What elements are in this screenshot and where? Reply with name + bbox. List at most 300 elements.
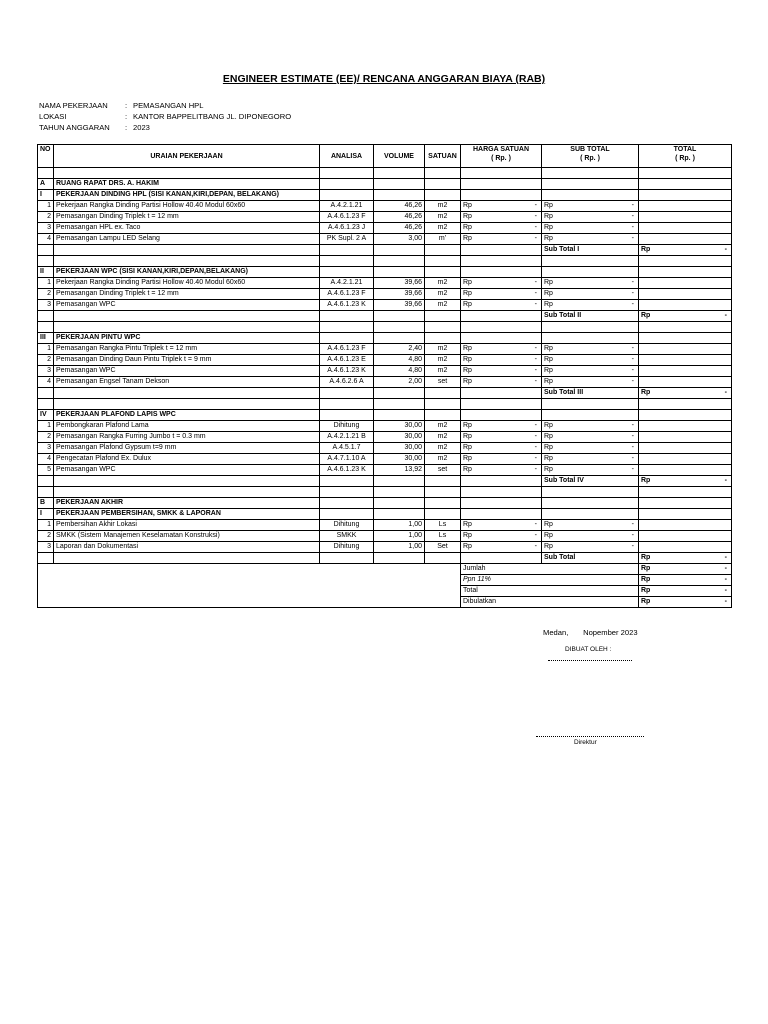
made-by-label: DIBUAT OLEH :: [565, 646, 612, 653]
currency-label: Rp: [463, 455, 472, 462]
item-sub-total: [542, 520, 639, 531]
empty-cell: [542, 179, 639, 190]
item-total: [639, 520, 732, 531]
summary-value: [639, 597, 732, 608]
empty-cell: [542, 190, 639, 201]
item-total: [639, 223, 732, 234]
item-analisa: Dihitung: [320, 520, 374, 531]
item-total: [639, 289, 732, 300]
amount-dash: -: [631, 378, 634, 385]
item-description: Pemasangan WPC: [54, 465, 320, 476]
empty-cell: [374, 190, 425, 201]
item-sub-total: [542, 432, 639, 443]
item-number: 1: [38, 520, 54, 531]
amount-dash: -: [534, 543, 537, 550]
empty-cell: [639, 509, 732, 520]
item-total: [639, 531, 732, 542]
empty-cell: [461, 410, 542, 421]
item-description: Pemasangan Lampu LED Selang: [54, 234, 320, 245]
item-satuan: m': [425, 234, 461, 245]
item-satuan: m2: [425, 212, 461, 223]
empty-cell: [639, 333, 732, 344]
item-harga-satuan: [461, 366, 542, 377]
item-sub-total: [542, 234, 639, 245]
empty-cell: [320, 498, 374, 509]
empty-cell: [374, 410, 425, 421]
amount-dash: -: [534, 422, 537, 429]
currency-label: Rp: [544, 224, 553, 231]
amount-dash: -: [534, 235, 537, 242]
header-total: TOTAL ( Rp. ): [639, 145, 732, 168]
empty-cell: [374, 399, 425, 410]
empty-cell: [38, 553, 54, 564]
empty-cell: [425, 179, 461, 190]
item-number: 3: [38, 366, 54, 377]
amount-dash: -: [631, 543, 634, 550]
item-satuan: m2: [425, 344, 461, 355]
empty-cell: [425, 399, 461, 410]
item-satuan: m2: [425, 443, 461, 454]
amount-dash: -: [631, 422, 634, 429]
item-harga-satuan: [461, 201, 542, 212]
empty-cell: [542, 399, 639, 410]
item-total: [639, 377, 732, 388]
item-harga-satuan: [461, 443, 542, 454]
amount-dash: -: [724, 598, 727, 605]
item-description: Pekerjaan Rangka Dinding Partisi Hollow 40.40 Modul 60x60: [54, 278, 320, 289]
empty-cell: [320, 322, 374, 333]
table-header: [38, 145, 732, 168]
amount-dash: -: [534, 279, 537, 286]
currency-label: Rp: [544, 455, 553, 462]
item-number: 2: [38, 432, 54, 443]
amount-dash: -: [724, 587, 727, 594]
item-row: [38, 366, 732, 377]
amount-dash: -: [534, 290, 537, 297]
item-row: [38, 278, 732, 289]
amount-dash: -: [724, 565, 727, 572]
empty-cell: [54, 399, 320, 410]
item-row: [38, 300, 732, 311]
item-number: 2: [38, 289, 54, 300]
subtotal-value: [639, 245, 732, 256]
item-description: Pemasangan Rangka Pintu Triplek t = 12 mm: [54, 344, 320, 355]
item-number: 4: [38, 234, 54, 245]
currency-label: Rp: [463, 345, 472, 352]
empty-cell: [461, 179, 542, 190]
section-title: PEKERJAAN PEMBERSIHAN, SMKK & LAPORAN: [54, 509, 320, 520]
item-row: [38, 520, 732, 531]
item-volume: 1,00: [374, 542, 425, 553]
summary-row: [38, 564, 732, 575]
empty-cell: [639, 399, 732, 410]
amount-dash: -: [534, 444, 537, 451]
empty-cell: [425, 498, 461, 509]
empty-cell: [54, 476, 320, 487]
item-row: [38, 432, 732, 443]
empty-cell: [320, 245, 374, 256]
amount-dash: -: [631, 444, 634, 451]
item-number: 2: [38, 355, 54, 366]
section-title: PEKERJAAN AKHIR: [54, 498, 320, 509]
item-description: Pemasangan HPL ex. Taco: [54, 223, 320, 234]
amount-dash: -: [534, 455, 537, 462]
subtotal-label: Sub Total IV: [542, 476, 639, 487]
summary-blank: [38, 564, 461, 608]
section-row: [38, 333, 732, 344]
item-satuan: set: [425, 377, 461, 388]
empty-cell: [461, 509, 542, 520]
empty-cell: [38, 388, 54, 399]
item-row: [38, 234, 732, 245]
item-analisa: A.4.6.1.23 E: [320, 355, 374, 366]
section-title: RUANG RAPAT DRS. A. HAKIM: [54, 179, 320, 190]
item-analisa: PK Supl. 2 A: [320, 234, 374, 245]
section-row: [38, 410, 732, 421]
empty-cell: [425, 410, 461, 421]
item-volume: 4,80: [374, 355, 425, 366]
director-label: Direktur: [574, 739, 597, 746]
empty-cell: [374, 498, 425, 509]
item-volume: 2,00: [374, 377, 425, 388]
empty-cell: [425, 553, 461, 564]
currency-label: Rp: [463, 279, 472, 286]
item-row: [38, 289, 732, 300]
item-description: Pemasangan Rangka Furring Jumbo t = 0.3 mm: [54, 432, 320, 443]
section-title: PEKERJAAN PLAFOND LAPIS WPC: [54, 410, 320, 421]
item-row: [38, 344, 732, 355]
item-sub-total: [542, 201, 639, 212]
item-sub-total: [542, 542, 639, 553]
empty-cell: [542, 487, 639, 498]
amount-dash: -: [724, 246, 727, 253]
currency-label: Rp: [544, 235, 553, 242]
subtotal-label: Sub Total II: [542, 311, 639, 322]
item-volume: 46,26: [374, 223, 425, 234]
item-sub-total: [542, 366, 639, 377]
item-total: [639, 432, 732, 443]
item-harga-satuan: [461, 300, 542, 311]
amount-dash: -: [631, 202, 634, 209]
item-description: Pemasangan Dinding Triplek t = 12 mm: [54, 212, 320, 223]
empty-cell: [374, 267, 425, 278]
subtotal-value: [639, 553, 732, 564]
item-row: [38, 377, 732, 388]
item-row: [38, 531, 732, 542]
header-no: NO: [38, 145, 54, 168]
currency-label: Rp: [463, 367, 472, 374]
item-number: 4: [38, 454, 54, 465]
item-row: [38, 454, 732, 465]
item-total: [639, 278, 732, 289]
item-total: [639, 421, 732, 432]
item-number: 1: [38, 421, 54, 432]
item-satuan: m2: [425, 278, 461, 289]
currency-label: Rp: [641, 389, 651, 396]
subtotal-row: [38, 476, 732, 487]
item-total: [639, 234, 732, 245]
empty-cell: [425, 168, 461, 179]
empty-cell: [320, 553, 374, 564]
amount-dash: -: [631, 455, 634, 462]
currency-label: Rp: [641, 477, 651, 484]
empty-cell: [425, 487, 461, 498]
item-volume: 30,00: [374, 443, 425, 454]
item-harga-satuan: [461, 432, 542, 443]
empty-cell: [320, 388, 374, 399]
currency-label: Rp: [463, 422, 472, 429]
item-description: Pekerjaan Rangka Dinding Partisi Hollow 40.40 Modul 60x60: [54, 201, 320, 212]
header-volume: VOLUME: [374, 145, 425, 168]
amount-dash: -: [631, 466, 634, 473]
currency-label: Rp: [544, 532, 553, 539]
subtotal-label: Sub Total III: [542, 388, 639, 399]
section-row: [38, 179, 732, 190]
empty-cell: [425, 267, 461, 278]
currency-label: Rp: [463, 532, 472, 539]
item-satuan: Set: [425, 542, 461, 553]
empty-cell: [639, 168, 732, 179]
item-satuan: m2: [425, 201, 461, 212]
empty-cell: [374, 509, 425, 520]
item-analisa: Dihitung: [320, 421, 374, 432]
item-analisa: A.4.2.1.21: [320, 278, 374, 289]
item-volume: 39,66: [374, 300, 425, 311]
summary-label: Jumlah: [461, 564, 639, 575]
summary-label: Ppn 11%: [461, 575, 639, 586]
amount-dash: -: [631, 224, 634, 231]
item-total: [639, 300, 732, 311]
item-volume: 13,92: [374, 465, 425, 476]
currency-label: Rp: [544, 433, 553, 440]
signature-line-bottom: [536, 736, 644, 737]
currency-label: Rp: [544, 378, 553, 385]
item-row: [38, 223, 732, 234]
item-satuan: m2: [425, 289, 461, 300]
subtotal-row: [38, 311, 732, 322]
summary-value: [639, 586, 732, 597]
item-analisa: A.4.6.1.23 K: [320, 465, 374, 476]
currency-label: Rp: [544, 543, 553, 550]
place-date: Medan, Nopember 2023: [543, 628, 638, 637]
subtotal-row: [38, 388, 732, 399]
currency-label: Rp: [641, 565, 651, 572]
empty-cell: [639, 487, 732, 498]
currency-label: Rp: [544, 521, 553, 528]
currency-label: Rp: [463, 356, 472, 363]
amount-dash: -: [631, 433, 634, 440]
amount-dash: -: [534, 532, 537, 539]
empty-cell: [639, 322, 732, 333]
empty-cell: [54, 553, 320, 564]
item-total: [639, 454, 732, 465]
currency-label: Rp: [544, 213, 553, 220]
empty-cell: [542, 509, 639, 520]
amount-dash: -: [724, 389, 727, 396]
item-satuan: m2: [425, 366, 461, 377]
empty-cell: [639, 267, 732, 278]
empty-cell: [461, 399, 542, 410]
item-volume: 2,40: [374, 344, 425, 355]
item-volume: 39,66: [374, 289, 425, 300]
empty-cell: [374, 553, 425, 564]
empty-cell: [374, 256, 425, 267]
item-number: 2: [38, 531, 54, 542]
empty-cell: [542, 256, 639, 267]
section-number: B: [38, 498, 54, 509]
item-satuan: Ls: [425, 520, 461, 531]
item-sub-total: [542, 300, 639, 311]
item-sub-total: [542, 443, 639, 454]
item-volume: 46,26: [374, 212, 425, 223]
currency-label: Rp: [463, 521, 472, 528]
item-analisa: A.4.6.1.23 F: [320, 344, 374, 355]
item-harga-satuan: [461, 531, 542, 542]
item-satuan: m2: [425, 421, 461, 432]
item-description: Pemasangan WPC: [54, 300, 320, 311]
empty-cell: [320, 399, 374, 410]
empty-cell: [639, 256, 732, 267]
empty-cell: [425, 509, 461, 520]
item-analisa: A.4.6.1.23 F: [320, 289, 374, 300]
item-satuan: set: [425, 465, 461, 476]
item-sub-total: [542, 421, 639, 432]
empty-cell: [461, 311, 542, 322]
empty-cell: [54, 168, 320, 179]
item-harga-satuan: [461, 344, 542, 355]
amount-dash: -: [534, 356, 537, 363]
item-volume: 30,00: [374, 454, 425, 465]
item-row: [38, 443, 732, 454]
subtotal-value: [639, 311, 732, 322]
amount-dash: -: [534, 378, 537, 385]
item-number: 3: [38, 300, 54, 311]
empty-cell: [38, 256, 54, 267]
item-description: Pemasangan Engsel Tanam Dekson: [54, 377, 320, 388]
amount-dash: -: [534, 433, 537, 440]
item-harga-satuan: [461, 465, 542, 476]
item-description: Pembersihan Akhir Lokasi: [54, 520, 320, 531]
empty-cell: [542, 322, 639, 333]
summary-label: Dibulatkan: [461, 597, 639, 608]
currency-label: Rp: [463, 202, 472, 209]
item-total: [639, 542, 732, 553]
item-volume: 30,00: [374, 421, 425, 432]
currency-label: Rp: [463, 290, 472, 297]
currency-label: Rp: [463, 213, 472, 220]
item-satuan: m2: [425, 300, 461, 311]
empty-cell: [461, 333, 542, 344]
item-total: [639, 201, 732, 212]
empty-cell: [320, 267, 374, 278]
empty-cell: [320, 476, 374, 487]
empty-cell: [461, 498, 542, 509]
item-sub-total: [542, 454, 639, 465]
empty-cell: [374, 487, 425, 498]
empty-cell: [54, 487, 320, 498]
currency-label: Rp: [463, 444, 472, 451]
item-number: 3: [38, 542, 54, 553]
amount-dash: -: [534, 213, 537, 220]
item-description: Pemasangan Plafond Gypsum t=9 mm: [54, 443, 320, 454]
item-sub-total: [542, 212, 639, 223]
empty-cell: [425, 322, 461, 333]
empty-cell: [374, 333, 425, 344]
currency-label: Rp: [641, 576, 651, 583]
item-harga-satuan: [461, 421, 542, 432]
blank-row: [38, 168, 732, 179]
currency-label: Rp: [463, 378, 472, 385]
currency-label: Rp: [544, 301, 553, 308]
summary-value: [639, 564, 732, 575]
item-harga-satuan: [461, 234, 542, 245]
item-sub-total: [542, 355, 639, 366]
empty-cell: [461, 190, 542, 201]
item-analisa: SMKK: [320, 531, 374, 542]
currency-label: Rp: [544, 202, 553, 209]
blank-row: [38, 322, 732, 333]
currency-label: Rp: [463, 301, 472, 308]
item-satuan: m2: [425, 223, 461, 234]
currency-label: Rp: [641, 598, 651, 605]
blank-row: [38, 256, 732, 267]
amount-dash: -: [631, 521, 634, 528]
empty-cell: [461, 245, 542, 256]
empty-cell: [542, 168, 639, 179]
section-row: [38, 498, 732, 509]
amount-dash: -: [631, 213, 634, 220]
item-number: 3: [38, 223, 54, 234]
item-analisa: A.4.2.1.21: [320, 201, 374, 212]
item-satuan: m2: [425, 432, 461, 443]
section-number: I: [38, 190, 54, 201]
empty-cell: [425, 311, 461, 322]
currency-label: Rp: [463, 466, 472, 473]
section-number: A: [38, 179, 54, 190]
item-harga-satuan: [461, 355, 542, 366]
subtotal-label: Sub Total I: [542, 245, 639, 256]
section-number: III: [38, 333, 54, 344]
currency-label: Rp: [544, 279, 553, 286]
amount-dash: -: [724, 554, 727, 561]
section-title: PEKERJAAN DINDING HPL (SISI KANAN,KIRI,DEPAN, BELAKANG): [54, 190, 320, 201]
item-harga-satuan: [461, 278, 542, 289]
section-title: PEKERJAAN WPC (SISI KANAN,KIRI,DEPAN,BELAKANG): [54, 267, 320, 278]
currency-label: Rp: [463, 235, 472, 242]
empty-cell: [461, 168, 542, 179]
empty-cell: [425, 388, 461, 399]
item-volume: 1,00: [374, 520, 425, 531]
item-description: Pemasangan Dinding Daun Pintu Triplek t = 9 mm: [54, 355, 320, 366]
signature-line-top: [548, 660, 632, 661]
blank-row: [38, 399, 732, 410]
empty-cell: [461, 267, 542, 278]
item-total: [639, 344, 732, 355]
currency-label: Rp: [544, 466, 553, 473]
item-analisa: A.4.6.1.23 F: [320, 212, 374, 223]
empty-cell: [374, 388, 425, 399]
currency-label: Rp: [463, 433, 472, 440]
empty-cell: [542, 410, 639, 421]
amount-dash: -: [724, 312, 727, 319]
item-total: [639, 212, 732, 223]
item-volume: 39,66: [374, 278, 425, 289]
amount-dash: -: [631, 356, 634, 363]
empty-cell: [639, 179, 732, 190]
amount-dash: -: [631, 532, 634, 539]
item-row: [38, 421, 732, 432]
amount-dash: -: [724, 576, 727, 583]
